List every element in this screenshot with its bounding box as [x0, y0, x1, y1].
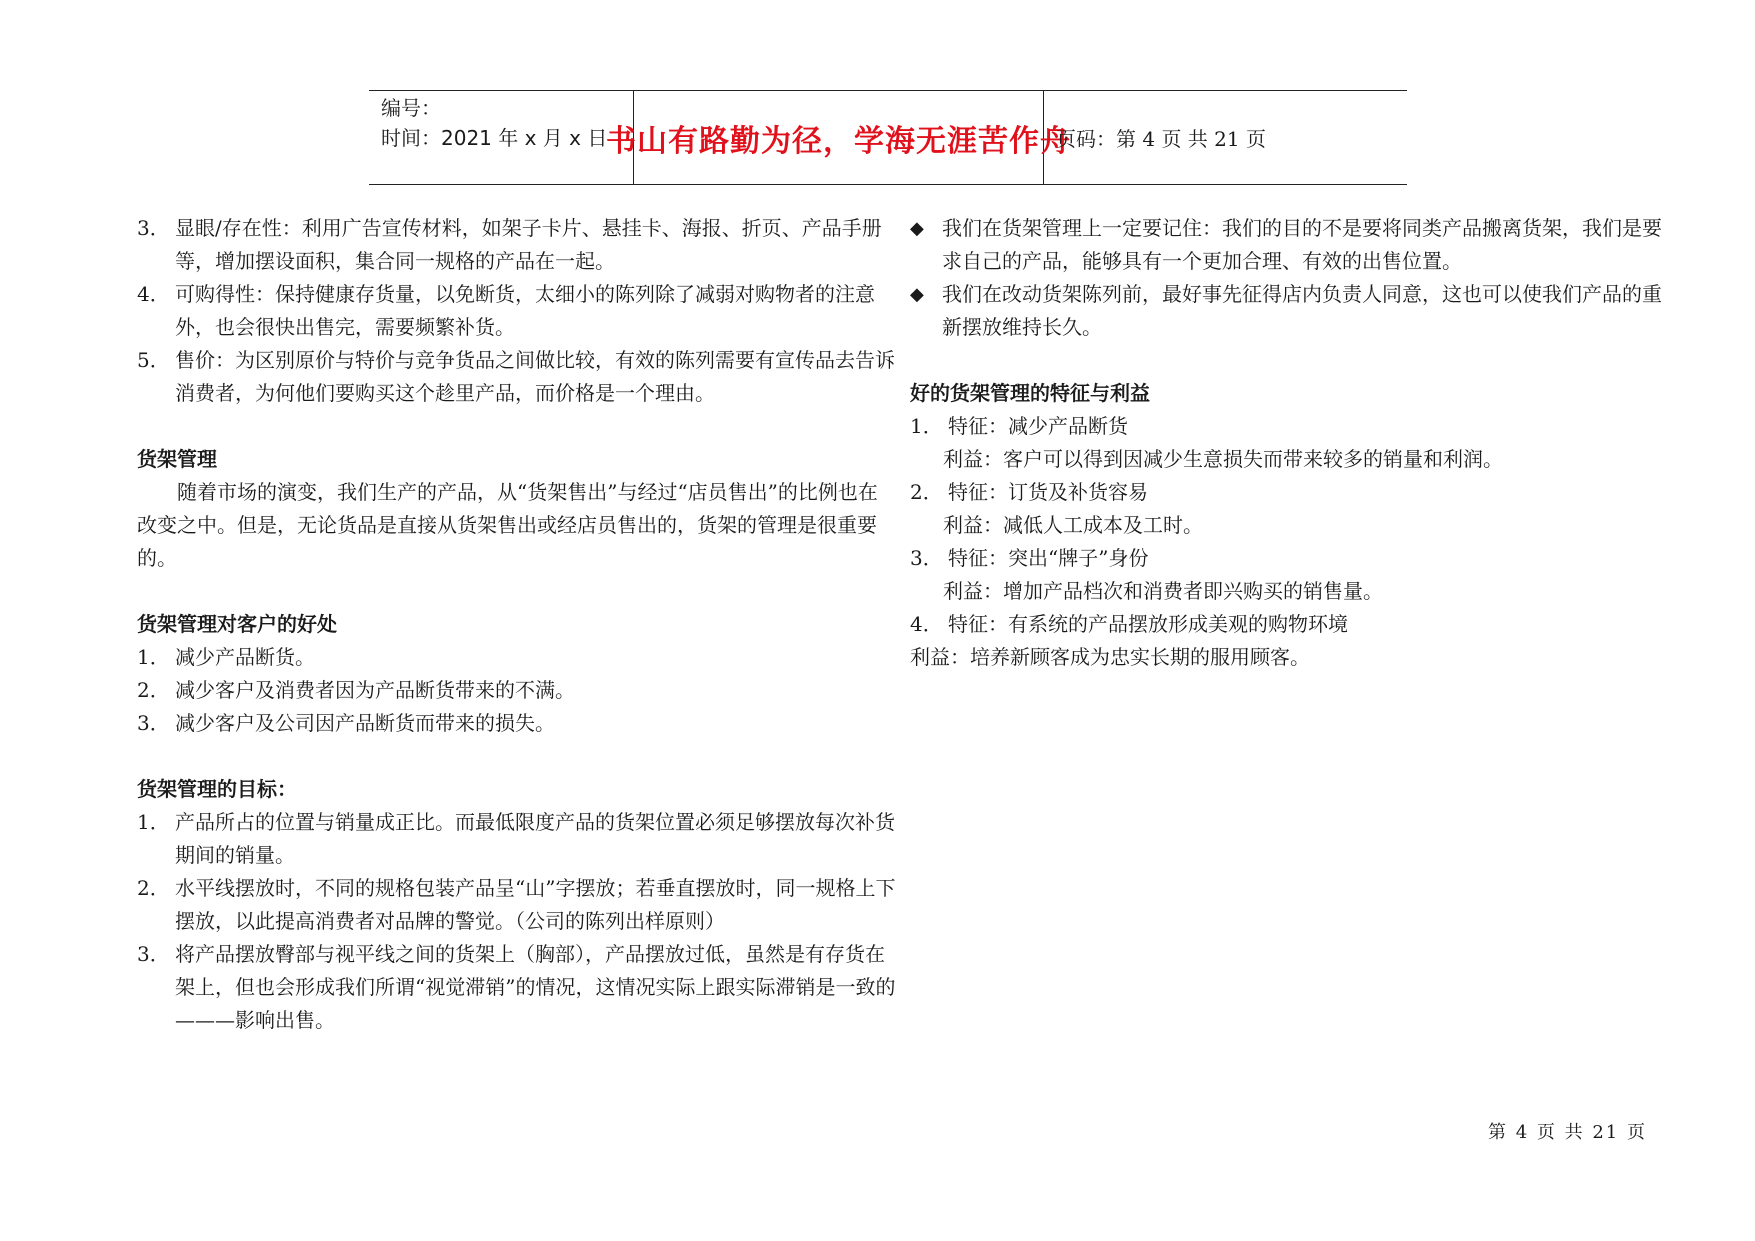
header-table: [369, 90, 1407, 185]
diamond-bullet-icon: ◆: [910, 218, 924, 239]
bullet-item: ◆ 我们在改动货架陈列前，最好事先征得店内负责人同意，这也可以使我们产品的重新摆放维持长久。: [910, 278, 1670, 344]
header-motto: 书山有路勤为径，学海无涯苦作舟: [634, 91, 1044, 184]
page-footer: 第 4 页 共 21 页: [1488, 1122, 1647, 1143]
list-item: 2． 减少客户及消费者因为产品断货带来的不满。: [137, 678, 575, 702]
feature-item: 3． 特征：突出“牌子”身份: [910, 546, 1149, 570]
section-heading-benefits: 货架管理对客户的好处: [137, 612, 337, 636]
section-heading-goals: 货架管理的目标：: [137, 777, 297, 801]
feature-benefit: 利益：减低人工成本及工时。: [943, 513, 1203, 537]
diamond-bullet-icon: ◆: [910, 284, 924, 305]
list-item: 3． 减少客户及公司因产品断货而带来的损失。: [137, 711, 555, 735]
header-page-info: 页码：第 4 页 共 21 页: [1056, 127, 1266, 151]
feature-benefit: 利益：培养新顾客成为忠实长期的服用顾客。: [910, 645, 1310, 669]
feature-item: 4． 特征：有系统的产品摆放形成美观的购物环境: [910, 612, 1348, 636]
list-item: 1． 产品所占的位置与销量成正比。而最低限度产品的货架位置必须足够摆放每次补货期间的销量。: [137, 810, 895, 867]
feature-item: 1． 特征：减少产品断货: [910, 414, 1128, 438]
header-meta: [369, 91, 634, 184]
shelf-paragraph: 随着市场的演变，我们生产的产品，从“货架售出”与经过“店员售出”的比例也在改变之中。但是，无论货品是直接从货架售出或经店员售出的，货架的管理是很重要的。: [137, 480, 878, 570]
list-item: 5． 售价：为区别原价与特价与竞争货品之间做比较，有效的陈列需要有宣传品去告诉消费者，为何他们要购买这个趁里产品，而价格是一个理由。: [137, 348, 895, 405]
right-column: [910, 212, 1670, 674]
list-item: 3． 显眼/存在性：利用广告宣传材料，如架子卡片、悬挂卡、海报、折页、产品手册等，增加摆设面积，集合同一规格的产品在一起。: [137, 216, 882, 273]
section-heading-shelf: 货架管理: [137, 447, 217, 471]
feature-benefit: 利益：增加产品档次和消费者即兴购买的销售量。: [943, 579, 1383, 603]
doc-time-label: 时间：2021 年 x 月 x 日: [381, 126, 608, 150]
feature-item: 2． 特征：订货及补货容易: [910, 480, 1148, 504]
list-item: 1． 减少产品断货。: [137, 645, 315, 669]
bullet-item: ◆ 我们在货架管理上一定要记住：我们的目的不是要将同类产品搬离货架，我们是要求自己的产品，能够具有一个更加合理、有效的出售位置。: [910, 212, 1670, 278]
left-column: [137, 212, 897, 1037]
section-heading-features: 好的货架管理的特征与利益: [910, 381, 1150, 405]
list-item: 2． 水平线摆放时，不同的规格包装产品呈“山”字摆放；若垂直摆放时，同一规格上下摆放，以此提高消费者对品牌的警觉。（公司的陈列出样原则）: [137, 876, 896, 933]
doc-number-label: 编号：: [381, 96, 441, 120]
feature-benefit: 利益：客户可以得到因减少生意损失而带来较多的销量和利润。: [943, 447, 1503, 471]
list-item: 3． 将产品摆放臀部与视平线之间的货架上（胸部），产品摆放过低，虽然是有存货在架上，但也会形成我们所谓“视觉滞销”的情况，这情况实际上跟实际滞销是一致的———影响出售。: [137, 942, 896, 1032]
list-item: 4． 可购得性：保持健康存货量，以免断货，太细小的陈列除了减弱对购物者的注意外，也会很快出售完，需要频繁补货。: [137, 282, 875, 339]
